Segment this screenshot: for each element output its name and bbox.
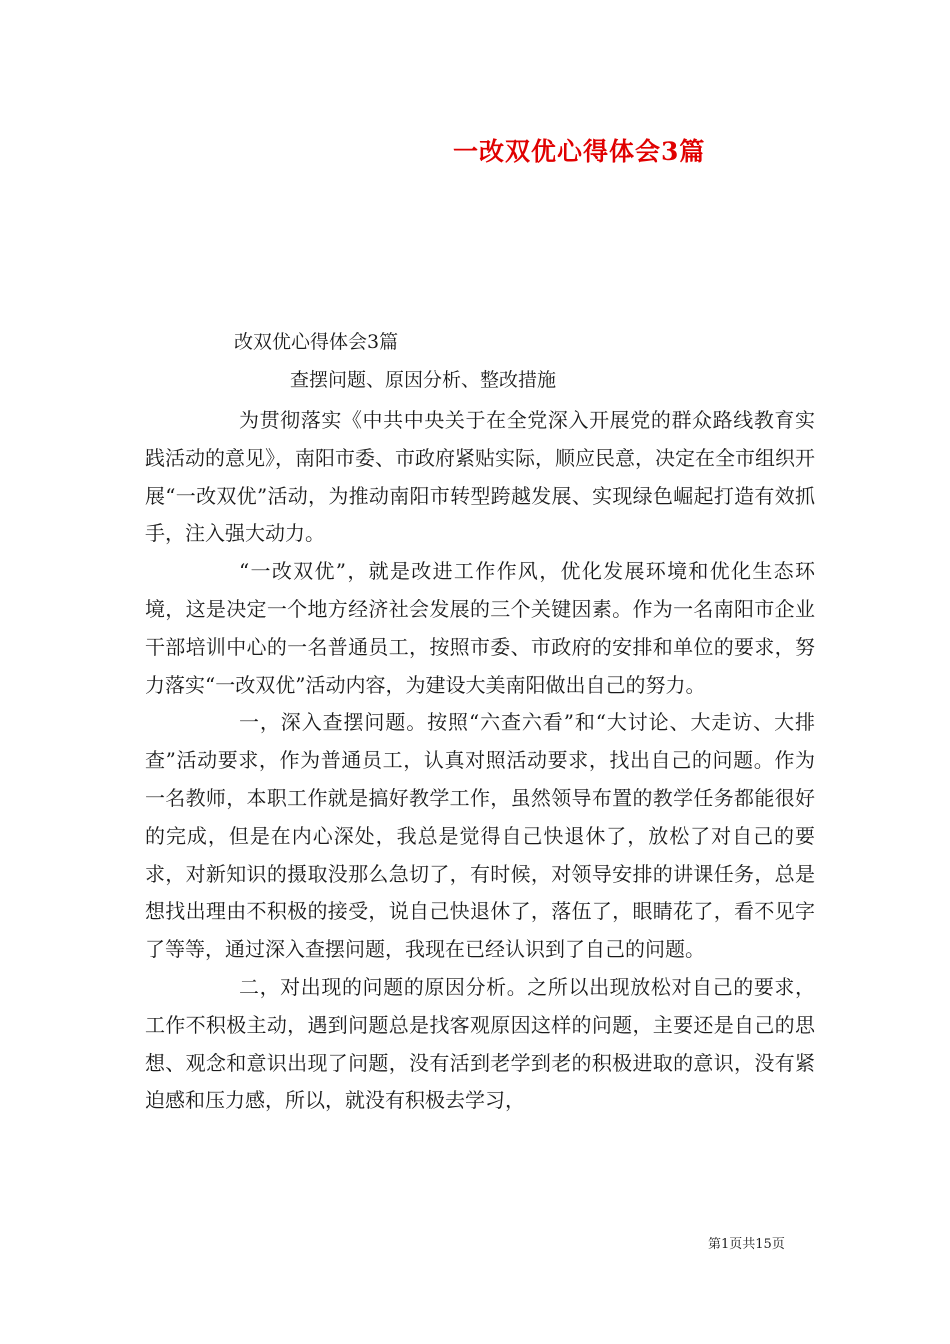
document-body	[145, 402, 815, 1120]
body-paragraph: 一，深入查摆问题。按照“六查六看”和“大讨论、大走访、大排查”活动要求，作为普通员工，认真对照活动要求，找出自己的问题。作为一名教师，本职工作就是搞好教学工作，虽然领导布置的教学任务都能很好的完成，但是在内心深处，我总是觉得自己快退休了，放松了对自己的要求，对新知识的摄取没那么急切了，有时候，对领导安排的讲课任务，总是想找出理由不积极的接受，说自己快退休了，落伍了，眼睛花了，看不见字了等等，通过深入查摆问题，我现在已经认识到了自己的问题。	[145, 710, 815, 962]
section-heading: 查摆问题、原因分析、整改措施	[290, 369, 557, 391]
body-paragraph: “一改双优”，就是改进工作作风，优化发展环境和优化生态环境，这是决定一个地方经济社会发展的三个关键因素。作为一名南阳市企业干部培训中心的一名普通员工，按照市委、市政府的安排和单位的要求，努力落实“一改双优”活动内容，为建设大美南阳做出自己的努力。	[145, 559, 815, 697]
document-subtitle: 改双优心得体会3篇	[234, 331, 399, 353]
document-title: 一改双优心得体会3篇	[453, 137, 706, 166]
body-paragraph: 二，对出现的问题的原因分析。之所以出现放松对自己的要求，工作不积极主动，遇到问题总是找客观原因这样的问题，主要还是自己的思想、观念和意识出现了问题，没有活到老学到老的积极进取的意识，没有紧迫感和压力感，所以，就没有积极去学习，	[145, 974, 815, 1113]
body-paragraph: 为贯彻落实《中共中央关于在全党深入开展党的群众路线教育实践活动的意见》，南阳市委、市政府紧贴实际，顺应民意，决定在全市组织开展“一改双优”活动，为推动南阳市转型跨越发展、实现绿色崛起打造有效抓手，注入强大动力。	[145, 408, 815, 546]
page-footer: 第1页共15页	[708, 1237, 785, 1252]
